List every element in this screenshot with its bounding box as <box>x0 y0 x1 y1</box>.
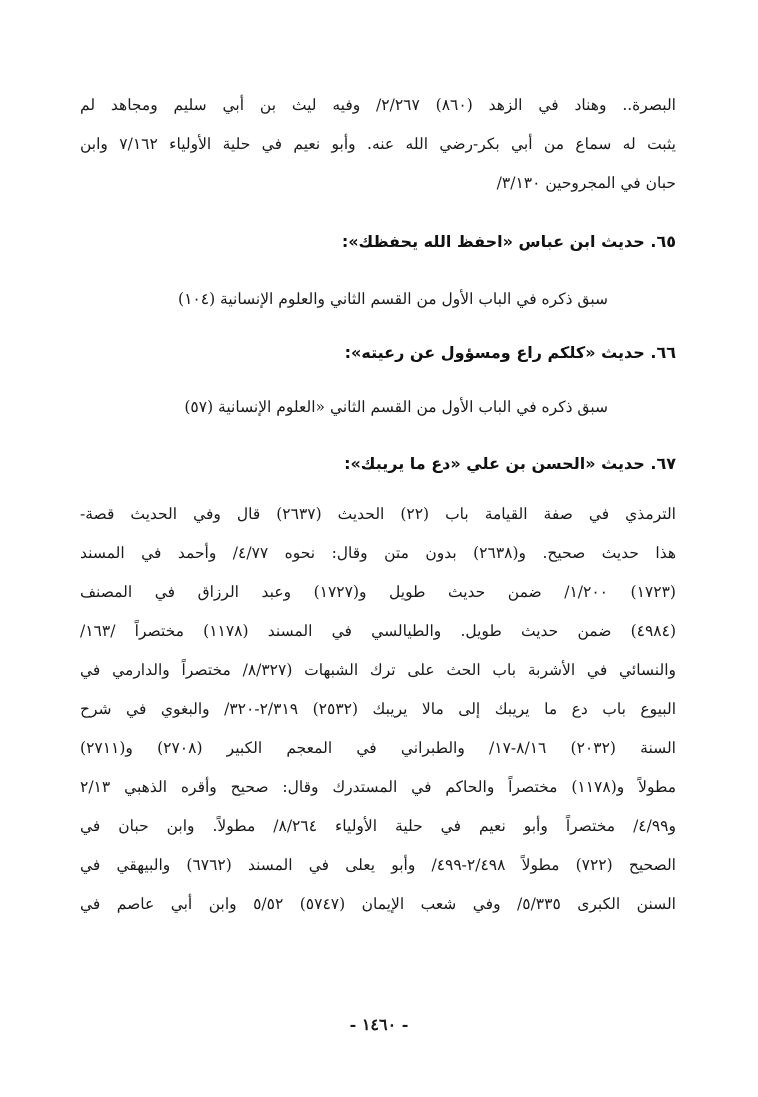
body-line-3: (١٧٢٣) ١/٢٠٠/ ضمن حديث طويل و(١٧٢٧) وعبد الرزاق في المصنف <box>80 583 676 601</box>
heading-hadith-65: ٦٥. حديث ابن عباس «احفظ الله يحفظك»: <box>341 232 676 251</box>
body-line-2: هذا حديث صحيح. و(٢٦٣٨) بدون متن وقال: نحوه ٤/٧٧/ وأحمد في المسند <box>80 544 676 562</box>
body-line-4: (٤٩٨٤) ضمن حديث طويل. والطيالسي في المسند (١١٧٨) مختصراً /١٦٣/ <box>80 622 676 640</box>
heading-hadith-67: ٦٧. حديث «الحسن بن علي «دع ما يريبك»: <box>344 454 676 473</box>
body-line-8: مطولاً و(١١٧٨) مختصراً والحاكم في المستدرك وقال: صحيح وأقره الذهبي ٢/١٣ <box>80 778 676 796</box>
body-line-1: الترمذي في صفة القيامة باب (٢٢) الحديث (٢٦٣٧) قال وفي الحديث قصة- <box>80 505 676 523</box>
body-line-11: السنن الكبرى ٥/٣٣٥/ وفي شعب الإيمان (٥٧٤٧) ٥/٥٢ وابن أبي عاصم في <box>80 895 676 913</box>
takhrij-paragraph <box>80 495 676 924</box>
body-line-5: والنسائي في الأشربة باب الحث على ترك الشبهات (٨/٣٢٧/ مختصراً والدارمي في <box>80 661 676 679</box>
reference-hadith-65: سبق ذكره في الباب الأول من القسم الثاني والعلوم الإنسانية (١٠٤) <box>178 290 608 308</box>
heading-hadith-66: ٦٦. حديث «كلكم راع ومسؤول عن رعيته»: <box>344 343 676 362</box>
body-line-9: و٤/٩٩/ مختصراً وأبو نعيم في حلية الأولياء ٨/٢٦٤/ مطولاً. وابن حبان في <box>80 817 676 835</box>
intro-line-1: البصرة.. وهناد في الزهد (٨٦٠) ٢/٢٦٧/ وفيه ليث بن أبي سليم ومجاهد لم <box>80 96 676 114</box>
intro-line-2: يثبت له سماع من أبي بكر-رضي الله عنه. وأبو نعيم في حلية الأولياء ٧/١٦٢ وابن <box>80 135 676 153</box>
reference-hadith-66: سبق ذكره في الباب الأول من القسم الثاني «العلوم الإنسانية (٥٧) <box>184 398 608 416</box>
intro-paragraph <box>80 86 676 203</box>
intro-line-3: حبان في المجروحين ٣/١٣٠/ <box>496 174 676 192</box>
body-line-6: البيوع باب دع ما يريبك إلى مالا يريبك (٢٥٣٢) ٢/٣١٩-٣٢٠/ والبغوي في شرح <box>80 700 676 718</box>
page-number: - ١٤٦٠ - <box>349 1015 409 1034</box>
body-line-7: السنة (٢٠٣٢) ٨/١٦-١٧/ والطبراني في المعجم الكبير (٢٧٠٨) و(٢٧١١) <box>80 739 676 757</box>
body-line-10: الصحيح (٧٢٢) مطولاً ٢/٤٩٨-٤٩٩/ وأبو يعلى في المسند (٦٧٦٢) والبيهقي في <box>80 856 676 874</box>
